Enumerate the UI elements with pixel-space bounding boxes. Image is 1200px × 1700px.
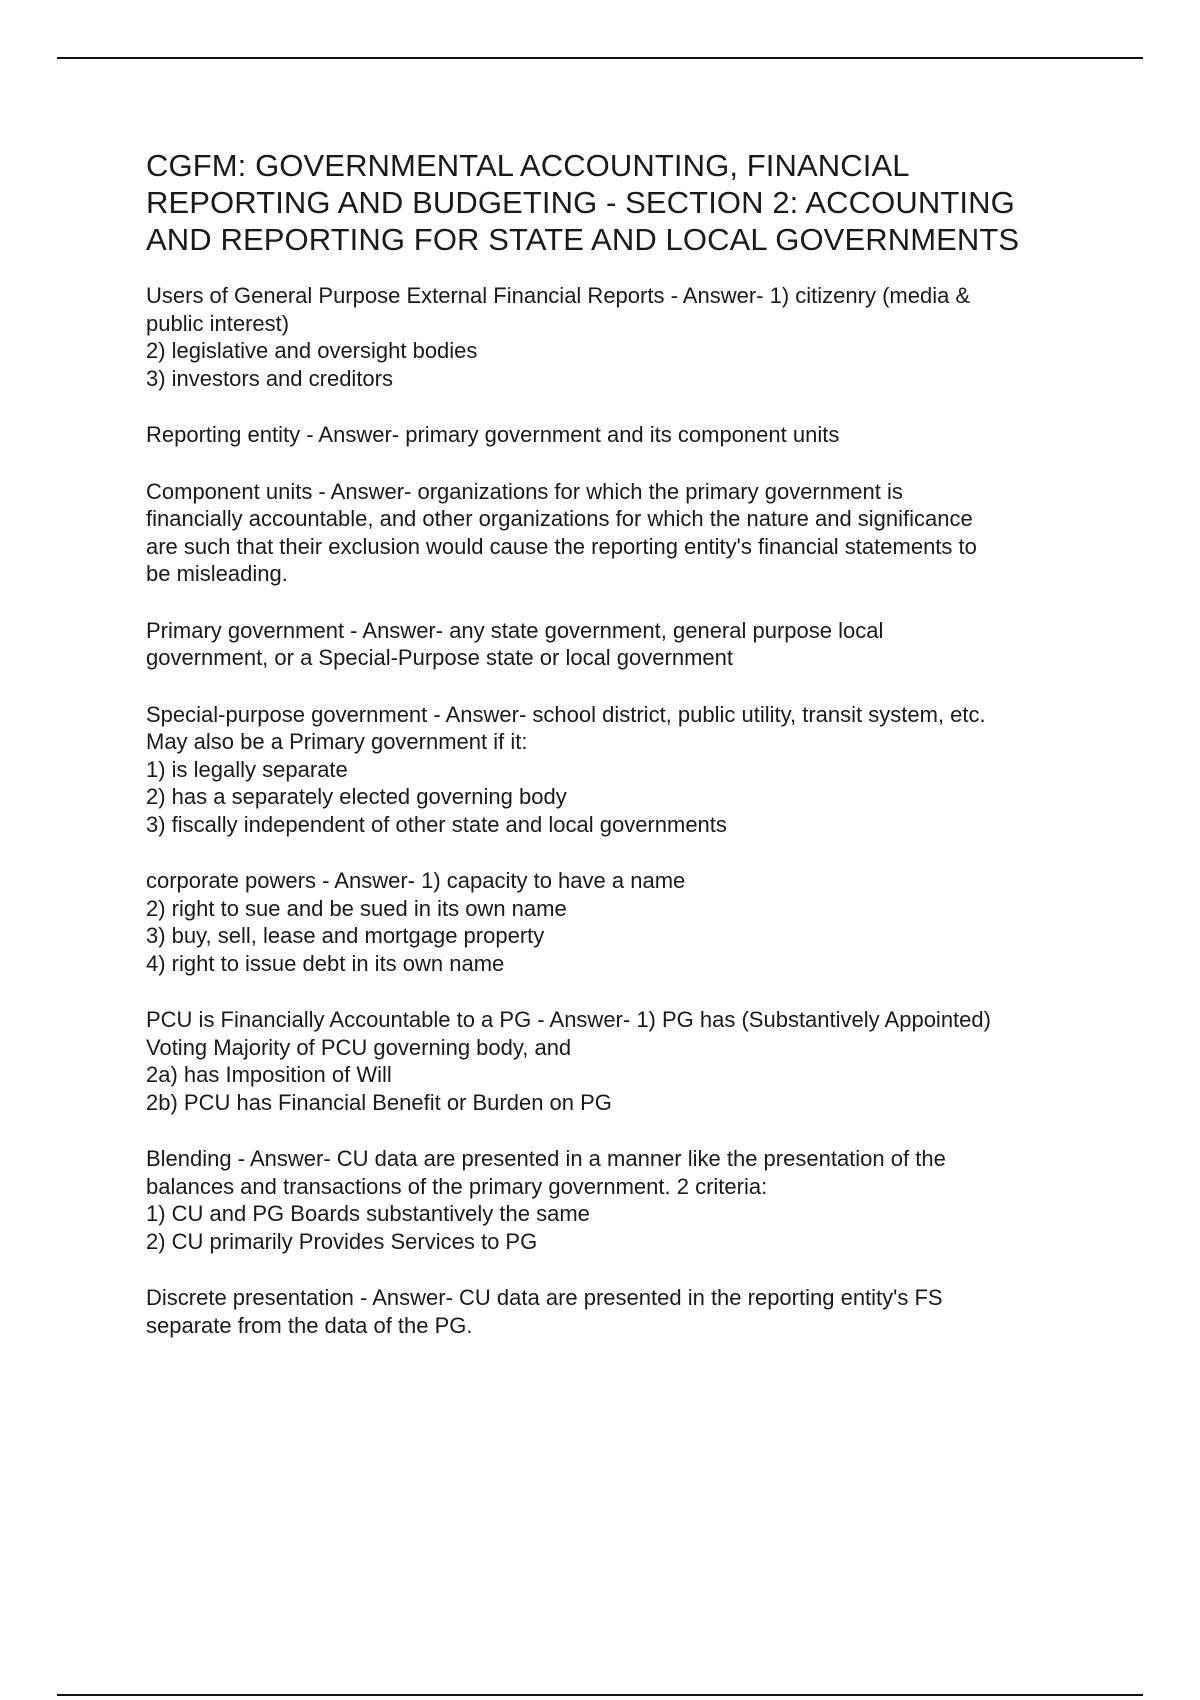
entry-primary-government xyxy=(146,617,1106,672)
entry-corporate-powers xyxy=(146,867,1106,977)
entry-discrete-presentation xyxy=(146,1284,1106,1339)
entry-line: Discrete presentation - Answer- CU data are presented in the reporting entity's FS xyxy=(146,1285,943,1310)
entry-line: be misleading. xyxy=(146,561,288,586)
entry-users-of-reports xyxy=(146,282,1106,392)
entry-line: 1) is legally separate xyxy=(146,756,348,782)
entry-line: 2a) has Imposition of Will xyxy=(146,1062,392,1087)
entry-line: Users of General Purpose External Financial Reports - Answer- 1) citizenry (media & xyxy=(146,283,971,308)
entry-line: Special-purpose government - Answer- school district, public utility, transit system, etc. xyxy=(146,701,986,727)
entry-pcu-financially-accountable xyxy=(146,1006,1106,1116)
entry-line: Reporting entity - Answer- primary government and its component units xyxy=(146,422,840,447)
entry-line: May also be a Primary government if it: xyxy=(146,729,528,754)
title-line: AND REPORTING FOR STATE AND LOCAL GOVERNMENTS xyxy=(146,222,1020,257)
entry-reporting-entity xyxy=(146,421,1106,449)
entry-line: 2) legislative and oversight bodies xyxy=(146,338,478,363)
entry-line: government, or a Special-Purpose state or local government xyxy=(146,645,733,670)
entry-component-units xyxy=(146,478,1106,588)
entry-line: separate from the data of the PG. xyxy=(146,1312,473,1338)
entry-line: Component units - Answer- organizations for which the primary government is xyxy=(146,478,903,504)
entry-line: 4) right to issue debt in its own name xyxy=(146,950,505,976)
bottom-divider xyxy=(57,1694,1143,1696)
entry-line: 3) buy, sell, lease and mortgage property xyxy=(146,923,545,948)
entry-line: Blending - Answer- CU data are presented in a manner like the presentation of the xyxy=(146,1146,946,1171)
entry-line: financially accountable, and other organizations for which the nature and significance xyxy=(146,506,973,531)
title-line: REPORTING AND BUDGETING - SECTION 2: ACCOUNTING xyxy=(146,185,1015,220)
entry-line: public interest) xyxy=(146,310,290,336)
entry-line: PCU is Financially Accountable to a PG - Answer- 1) PG has (Substantively Appointed) xyxy=(146,1007,991,1032)
entry-line: corporate powers - Answer- 1) capacity to have a name xyxy=(146,868,686,893)
entry-line: 2) right to sue and be sued in its own name xyxy=(146,895,567,921)
entry-blending xyxy=(146,1145,1106,1255)
entry-line: 2) has a separately elected governing body xyxy=(146,784,567,809)
document-title xyxy=(146,147,1106,258)
top-divider xyxy=(57,57,1143,59)
entry-line: 3) fiscally independent of other state and local governments xyxy=(146,811,727,837)
title-line: CGFM: GOVERNMENTAL ACCOUNTING, FINANCIAL xyxy=(146,148,910,183)
entry-line: 1) CU and PG Boards substantively the same xyxy=(146,1201,590,1226)
entry-special-purpose-government xyxy=(146,701,1106,839)
entry-line: Primary government - Answer- any state government, general purpose local xyxy=(146,617,884,643)
document-body xyxy=(146,147,1106,1368)
entry-line: Voting Majority of PCU governing body, and xyxy=(146,1034,572,1060)
entry-line: 3) investors and creditors xyxy=(146,365,393,391)
entry-line: balances and transactions of the primary government. 2 criteria: xyxy=(146,1173,768,1199)
entry-line: 2) CU primarily Provides Services to PG xyxy=(146,1228,538,1254)
entry-line: are such that their exclusion would cause the reporting entity's financial statements to xyxy=(146,533,977,559)
entry-line: 2b) PCU has Financial Benefit or Burden on PG xyxy=(146,1089,612,1115)
